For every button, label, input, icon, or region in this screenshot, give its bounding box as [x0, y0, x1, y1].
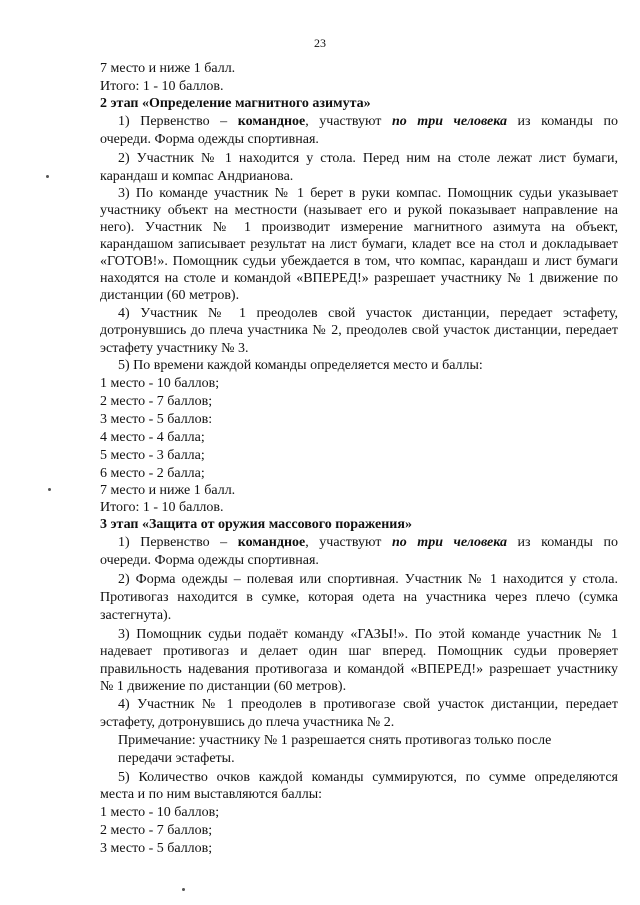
list-item: 1 место - 10 баллов;: [100, 376, 220, 391]
text-line: 4) Участник № 1 преодолев в противогазе свой участок дистанции, передает: [118, 697, 618, 712]
section-heading: 3 этап «Защита от оружия массового поражения»: [100, 517, 412, 532]
section-heading: 2 этап «Определение магнитного азимута»: [100, 96, 371, 111]
text-line: очереди. Форма одежды спортивная.: [100, 132, 319, 147]
list-item: 3 место - 5 баллов:: [100, 412, 213, 427]
text-line: Итого: 1 - 10 баллов.: [100, 500, 224, 515]
text-line: 4) Участник № 1 преодолев свой участок дистанции, передает эстафету,: [118, 306, 618, 321]
text-line: очереди. Форма одежды спортивная.: [100, 553, 319, 568]
text-line: 1) Первенство – командное, участвуют по три человека из команды по: [118, 114, 618, 129]
text-line: карандашом записывает результат на лист бумаги, кладет все на стол и докладывает: [100, 237, 618, 252]
text-line: «ГОТОВ!». Помощник судьи убеждается в том, что компас, карандаш и лист бумаги: [100, 254, 618, 269]
text-line: № 1 движение по дистанции (60 метров).: [100, 679, 347, 694]
text-line: карандаш и компас Андрианова.: [100, 169, 294, 184]
text-line: 5) Количество очков каждой команды суммируются, по сумме определяются: [118, 770, 618, 785]
text-line: 3) Помощник судьи подаёт команду «ГАЗЫ!». По этой команде участник № 1: [118, 627, 618, 642]
list-item: 3 место - 5 баллов;: [100, 841, 213, 856]
text-line: 2) Форма одежды – полевая или спортивная. Участник № 1 находится у стола.: [118, 572, 618, 587]
list-item: 5 место - 3 балла;: [100, 448, 205, 463]
text-line: надевает противогаз и делает один шаг вперед. Помощник судьи проверяет: [100, 644, 618, 659]
note-line: передачи эстафеты.: [118, 751, 235, 766]
text-line: Противогаз находится в сумке, которая одета на участника через плечо (сумка: [100, 590, 618, 605]
text-line: 2) Участник № 1 находится у стола. Перед ним на столе лежат лист бумаги,: [118, 151, 618, 166]
scan-speck: [182, 888, 185, 891]
text-line: застегнута).: [100, 608, 172, 623]
page-number: 23: [314, 36, 326, 50]
text-line: эстафету участнику № 3.: [100, 341, 249, 356]
text-line: места и по ним выставляются баллы:: [100, 787, 322, 802]
scan-speck: [48, 488, 51, 491]
note-line: Примечание: участнику № 1 разрешается снять противогаз только после: [118, 733, 552, 748]
text-line: Итого: 1 - 10 баллов.: [100, 79, 224, 94]
list-item: 4 место - 4 балла;: [100, 430, 205, 445]
list-item: 7 место и ниже 1 балл.: [100, 483, 236, 498]
list-item: 2 место - 7 баллов;: [100, 823, 213, 838]
text-line: 3) По команде участник № 1 берет в руки компас. Помощник судьи указывает: [118, 186, 618, 201]
text-line: находятся на столе и командой «ВПЕРЕД!» разрешает участнику № 1 движение по: [100, 271, 618, 286]
text-line: дотронувшись до плеча участника № 2, преодолев свой участок дистанции, передает: [100, 323, 618, 338]
text-line: него). Участник № 1 производит измерение магнитного азимута на объект,: [100, 220, 618, 235]
scan-speck: [46, 175, 49, 178]
text-line: 7 место и ниже 1 балл.: [100, 61, 236, 76]
text-line: 5) По времени каждой команды определяется место и баллы:: [118, 358, 483, 373]
text-line: правильность надевания противогаза и командой «ВПЕРЕД!» разрешает участнику: [100, 662, 618, 677]
list-item: 2 место - 7 баллов;: [100, 394, 213, 409]
list-item: 1 место - 10 баллов;: [100, 805, 220, 820]
text-line: дистанции (60 метров).: [100, 288, 240, 303]
text-line: участнику объект на местности (называет его и рукой показывает направление на: [100, 203, 618, 218]
text-line: 1) Первенство – командное, участвуют по три человека из команды по: [118, 535, 618, 550]
text-line: эстафету, дотронувшись до плеча участника № 2.: [100, 715, 395, 730]
list-item: 6 место - 2 балла;: [100, 466, 205, 481]
